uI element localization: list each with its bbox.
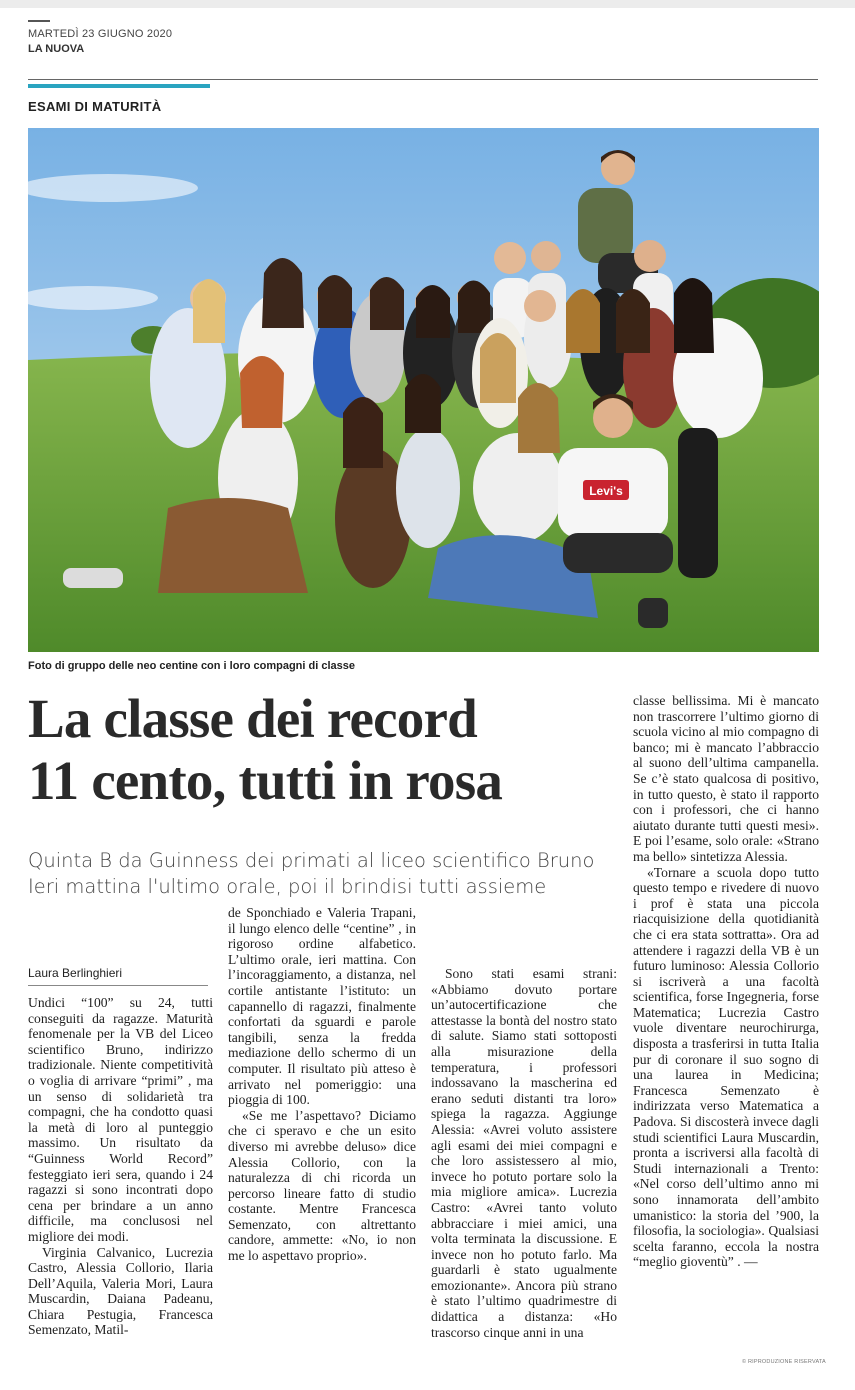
paragraph: «Tornare a scuola dopo tutto questo tempo e rivedere di nuovo i prof è stata una piccola riacquisizione della quotidianità che ci era stata sottratta». Ora ad attendere i ragazzi della VB è un futuro luminoso: Alessia Collorio si iscriverà a una facoltà scientifica, forse Ingegneria, forse Matematica; Lucrezia Castro vuole diventare neurochirurga, disposta a trasferirsi in tutta Italia pur di coronare il suo sogno di una laurea in Medicina; Francesca Semenzato è indirizzata verso Matematica a Padova. Si discosterà invece dagli studi scientifici Laura Muscardin, pronta a iscriversi alla facoltà di Studi internazionali a Trento: «Nel corso dell’ultimo anno mi sono innamorata dell’ambito umanistico: la storia del ’900, la filosofia, la sociologia». Qualsiasi scelta faranno, eccola la nostra “meglio gioventù” . — bbox=[633, 864, 819, 1270]
header-rule bbox=[28, 79, 818, 80]
group-photo bbox=[28, 128, 819, 652]
headline bbox=[28, 688, 628, 812]
article-column-2 bbox=[228, 905, 416, 1264]
paragraph: de Sponchiado e Valeria Trapani, il lungo elenco delle “centine” , in rigoroso ordine alfabetico. L’ultimo orale, ieri mattina. Con l’incoraggiamento, a distanza, nel cortile antistante l’istituto: un capannello di ragazzi, finalmente confortati da sguardi e parole tangibili, senza la fredda mediazione dello schermo di un computer. Il risultato più atteso è arrivato nel pomeriggio: una pioggia di 100. bbox=[228, 905, 416, 1108]
author-byline: Laura Berlinghieri bbox=[28, 966, 123, 980]
headline-line-1: La classe dei record bbox=[28, 688, 477, 749]
paragraph: Virginia Calvanico, Lucrezia Castro, Alessia Collorio, Ilaria Dell’Aquila, Valeria Mori, Laura Muscardin, Daiana Padeanu, Chiara Pestugia, Francesca Semenzato, Matil- bbox=[28, 1244, 213, 1338]
header-dash bbox=[28, 20, 50, 22]
top-band bbox=[0, 0, 855, 8]
subheadline-line-1: Quinta B da Guinness dei primati al liceo scientifico Bruno bbox=[28, 849, 595, 872]
subheadline bbox=[28, 848, 628, 900]
subheadline-line-2: Ieri mattina l'ultimo orale, poi il brindisi tutti assieme bbox=[28, 875, 547, 898]
copyright-notice: © RIPRODUZIONE RISERVATA bbox=[742, 1359, 826, 1365]
paragraph: Undici “100” su 24, tutti conseguiti da ragazze. Maturità fenomenale per la VB del Liceo scientifico Bruno, indirizzo tradizionale. Niente competitività o voglia di arrivare “primi” , ma un senso di solidarietà tra compagni, che ha condotto quasi la metà di loro al punteggio massimo. Un risultato da “Guinness World Record” festeggiato ieri sera, quando i 24 ragazzi si sono incontrati dopo cena per brindare a un anno difficile, ma conclusosi nel migliore dei modi. bbox=[28, 995, 213, 1244]
levis-logo-text: Levi's bbox=[589, 484, 623, 498]
paragraph: «Se me l’aspettavo? Diciamo che ci speravo e che un esito diverso mi avrebbe deluso» dice Alessia Collorio, con la naturalezza di chi ricorda un percorso lineare fatto di studio costante. Mentre Francesca Semenzato, con altrettanto candore, ammette: «No, io non me lo aspettavo proprio». bbox=[228, 1107, 416, 1264]
headline-line-2: 11 cento, tutti in rosa bbox=[28, 750, 503, 811]
article-column-1 bbox=[28, 995, 213, 1338]
issue-date: MARTEDÌ 23 GIUGNO 2020 bbox=[28, 28, 173, 40]
section-label: ESAMI DI MATURITÀ bbox=[28, 99, 162, 114]
newspaper-name: LA NUOVA bbox=[28, 43, 85, 55]
article-column-4 bbox=[633, 693, 819, 1270]
byline-rule bbox=[28, 985, 208, 986]
section-accent-bar bbox=[28, 84, 210, 88]
paragraph: Sono stati esami strani: «Abbiamo dovuto portare un’autocertificazione che attestasse la bontà del nostro stato di salute. Siamo stati sottoposti alla misurazione della temperatura, i professori indossavano la mascherina ed erano seduti distanti tra loro» spiega la ragazza. Aggiunge Alessia: «Avrei voluto assistere agli esami dei miei compagni e che loro assistessero al mio, invece ho potuto portare solo la mia migliore amica». Lucrezia Castro: «Avrei tanto voluto abbracciare i miei amici, una volta terminata la discussione. E invece non ho potuto farlo. Ma guardarli è stato ugualmente emozionante». Ancora più strano è stato l’ultimo quadrimestre di didattica a distanza: «Ho trascorso cinque anni in una bbox=[431, 966, 617, 1340]
paragraph: classe bellissima. Mi è mancato non trascorrere l’ultimo giorno di scuola vicino al mio compagno di banco; mi è mancato l’abbraccio al suono dell’ultima campanella. Se c’è stato qualcosa di positivo, in tutto questo, è stato il rapporto con i professori, che ci hanno aiutato durante tutti questi mesi». E poi l’esame, solo orale: «Strano ma bello» sintetizza Alessia. bbox=[633, 693, 819, 864]
photo-caption: Foto di gruppo delle neo centine con i loro compagni di classe bbox=[28, 660, 355, 672]
article-column-3 bbox=[431, 966, 617, 1340]
